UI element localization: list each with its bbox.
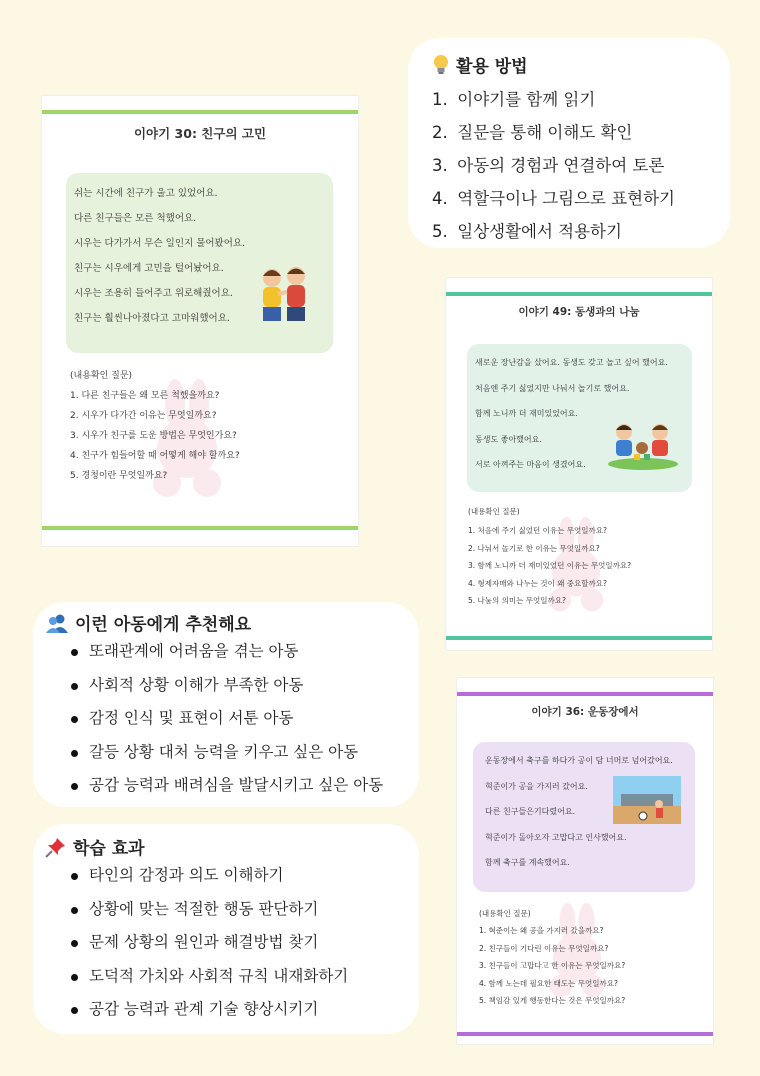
story-line: 시우는 다가가서 무슨 일인지 물어봤어요. (74, 238, 246, 249)
effect-item: 공감 능력과 관계 기술 향상시키기 (71, 993, 407, 1027)
card-top-bar (42, 110, 358, 114)
recommend-panel (33, 602, 419, 807)
recommend-list (45, 635, 407, 803)
effect-title: 학습 효과 (73, 839, 145, 859)
question-list (468, 522, 631, 610)
question-item: 4. 형제자매와 나누는 것이 왜 중요할까요? (468, 578, 607, 588)
usage-steps (432, 83, 712, 248)
story-card (457, 678, 713, 1044)
usage-step: 2. 질문을 통해 이해도 확인 (432, 123, 633, 142)
question-item: 3. 친구들이 고맙다고 한 이유는 무엇일까요? (479, 961, 626, 970)
story-line: 처음엔 주기 싫었지만 나눠서 놀기로 했어요. (475, 383, 630, 393)
siblings-playing-illustration (606, 418, 680, 470)
question-item: 5. 경청이란 무엇일까요? (70, 471, 168, 481)
story-line: 친구는 훨씬나아졌다고 고마워했어요. (74, 313, 230, 324)
question-item: 5. 나눔의 의미는 무엇일까요? (468, 596, 566, 605)
story-line: 시우는 조용히 들어주고 위로해줬어요. (74, 288, 233, 299)
effect-item: 문제 상황의 원인과 해결방법 찾기 (71, 926, 407, 960)
usage-step: 3. 아동의 경험과 연결하여 토론 (432, 156, 665, 175)
question-header: (내용확인 질문) (468, 507, 520, 516)
story-line: 다른 친구들은 모른 척했어요. (74, 213, 197, 224)
effect-item: 도덕적 가치와 사회적 규칙 내재화하기 (71, 960, 407, 994)
story-card (42, 96, 358, 546)
recommend-item: 사회적 상황 이해가 부족한 아동 (71, 669, 407, 703)
card-bottom-bar (457, 1032, 713, 1036)
question-header: (내용확인 질문) (479, 909, 531, 918)
question-item: 3. 함께 노니까 더 재미있었던 이유는 무엇일까요? (468, 561, 632, 570)
story-line: 다른 친구들은기다렸어요. (485, 807, 576, 816)
people-icon (45, 613, 69, 633)
effect-panel (33, 824, 419, 1034)
card-bottom-bar (446, 636, 712, 640)
question-item: 3. 시우가 친구를 도운 방법은 무엇인가요? (70, 431, 237, 441)
story-line: 혁준이가 돌아오자 고맙다고 인사했어요. (485, 832, 627, 842)
story-line: 함께 축구를 계속했어요. (485, 858, 570, 867)
effect-heading (45, 834, 407, 859)
recommend-item: 갈등 상황 대처 능력을 키우고 싶은 아동 (71, 736, 407, 770)
recommend-heading (45, 610, 407, 635)
story-line: 새로운 장난감을 샀어요. 동생도 갖고 놀고 싶어 했어요. (475, 358, 668, 367)
question-item: 5. 책임감 있게 행동한다는 것은 무엇일까요? (479, 996, 626, 1005)
recommend-title: 이런 아동에게 추천해요 (75, 615, 252, 635)
playground-illustration (613, 776, 681, 824)
usage-heading (432, 52, 712, 77)
question-list (479, 922, 625, 1010)
story-line: 동생도 좋아했어요. (475, 434, 542, 444)
story-card (446, 278, 712, 650)
card-top-bar (446, 292, 712, 296)
question-list (70, 386, 240, 486)
usage-step: 1. 이야기를 함께 읽기 (432, 90, 596, 109)
usage-title: 활용 방법 (456, 57, 528, 77)
question-item: 1. 혁준이는 왜 공을 가지러 갔을까요? (479, 926, 604, 935)
story-line: 혁준이가 공을 가지러 갔어요. (485, 781, 588, 791)
recommend-item: 감정 인식 및 표현이 서툰 아동 (71, 702, 407, 736)
card-title: 이야기 49: 동생과의 나눔 (518, 306, 640, 318)
usage-step: 4. 역할극이나 그림으로 표현하기 (432, 189, 675, 208)
lightbulb-icon (432, 54, 450, 76)
effect-item: 타인의 감정과 의도 이해하기 (71, 859, 407, 893)
story-line: 쉬는 시간에 친구가 울고 있었어요. (74, 188, 218, 199)
question-header: (내용확인 질문) (70, 371, 133, 381)
effect-item: 상황에 맞는 적절한 행동 판단하기 (71, 893, 407, 927)
story-line: 서로 아껴주는 마음이 생겼어요. (475, 460, 586, 469)
card-title: 이야기 30: 친구의 고민 (133, 126, 267, 141)
story-line: 함께 노니까 더 재미있었어요. (475, 409, 578, 418)
effect-list (45, 859, 407, 1027)
usage-panel (408, 38, 730, 248)
story-line: 친구는 시우에게 고민을 털어놨어요. (74, 263, 224, 274)
question-item: 4. 친구가 힘들어할 때 어떻게 해야 할까요? (70, 451, 240, 461)
question-item: 2. 나눠서 놀기로 한 이유는 무엇일까요? (468, 543, 600, 553)
question-item: 2. 친구들이 기다린 이유는 무엇일까요? (479, 943, 609, 953)
question-item: 4. 함께 노는데 필요한 태도는 무엇일까요? (479, 978, 618, 988)
pushpin-icon (45, 836, 67, 858)
story-box (66, 173, 333, 353)
usage-step: 5. 일상생활에서 적용하기 (432, 222, 622, 241)
children-comforting-illustration (254, 264, 314, 326)
card-title: 이야기 36: 운동장에서 (531, 706, 639, 718)
recommend-item: 또래관계에 어려움을 겪는 아동 (71, 635, 407, 669)
question-item: 2. 시우가 다가간 이유는 무엇일까요? (70, 411, 217, 421)
card-top-bar (457, 692, 713, 696)
story-line: 운동장에서 축구를 하다가 공이 담 너머로 넘어갔어요. (485, 756, 673, 765)
question-item: 1. 다른 친구들은 왜 모른 척했을까요? (70, 391, 220, 401)
question-item: 1. 처음에 주기 싫었던 이유는 무엇일까요? (468, 526, 607, 535)
card-bottom-bar (42, 526, 358, 530)
recommend-item: 공감 능력과 배려심을 발달시키고 싶은 아동 (71, 769, 407, 803)
